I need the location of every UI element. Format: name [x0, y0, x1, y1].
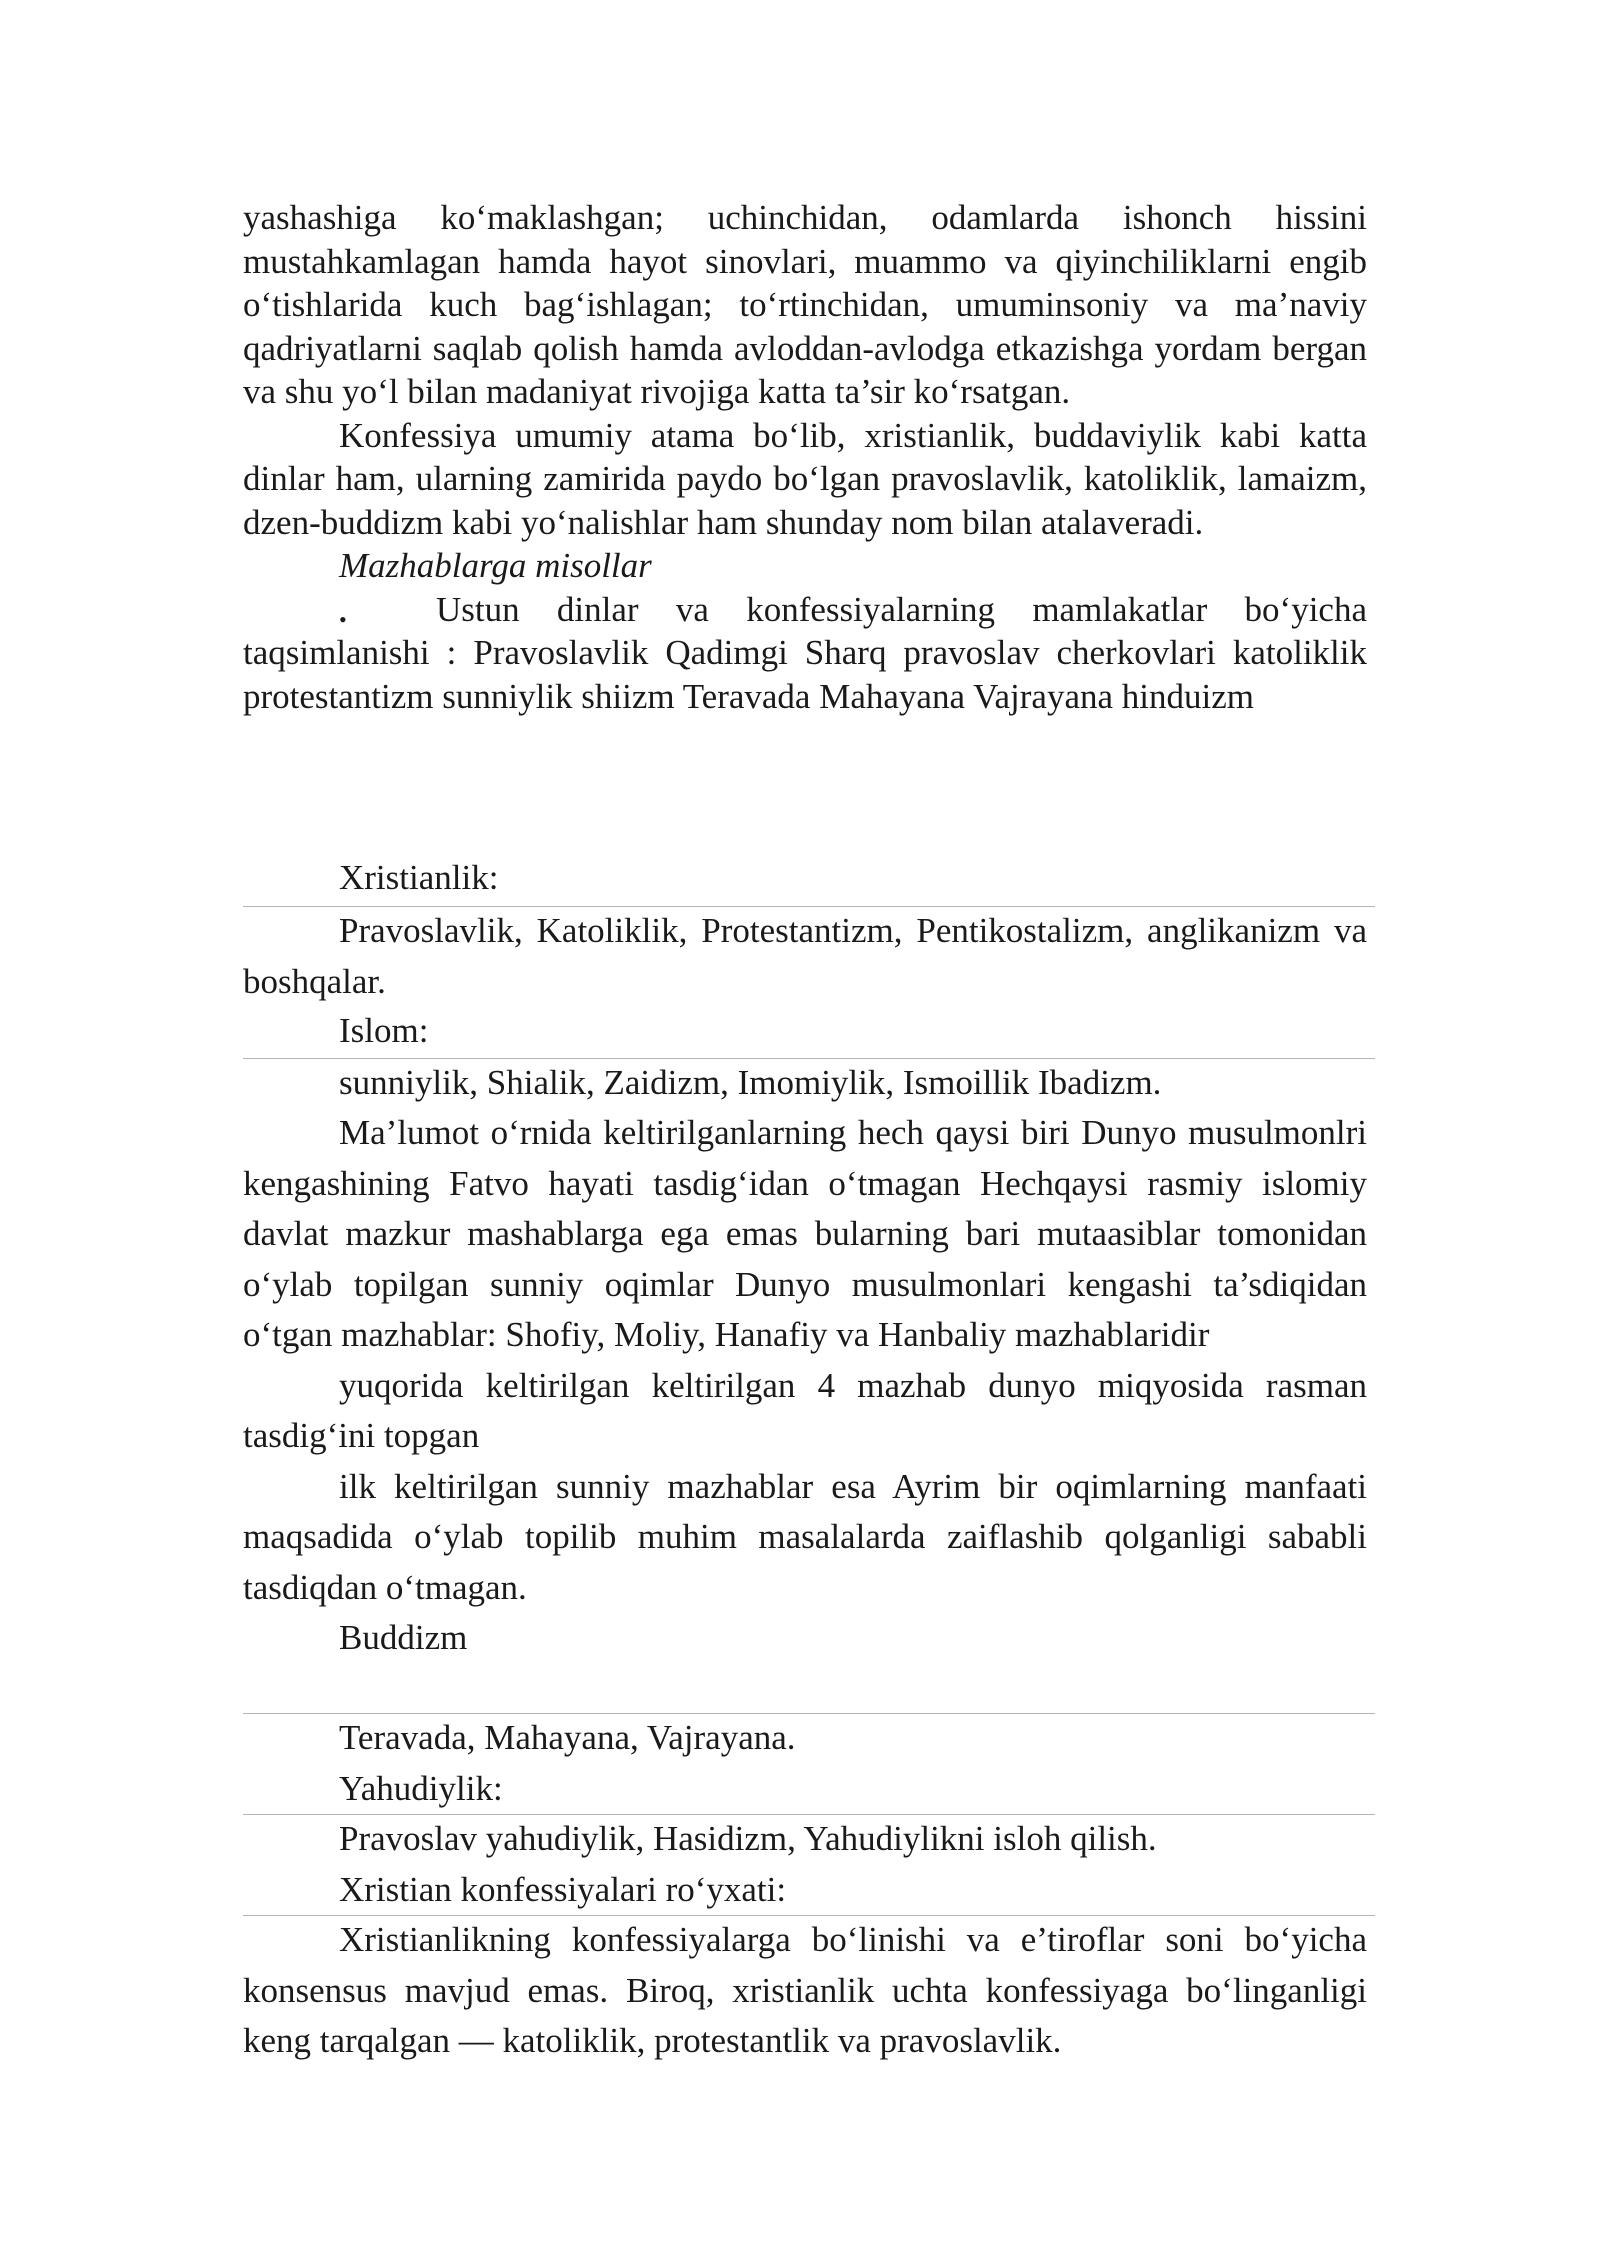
section-yahudiylik — [243, 1814, 1367, 1915]
paragraph-5: ilk keltirilgan sunniy mazhablar esa Ayrim bir oqimlarning manfaati maqsadida o‘ylab topilib muhim masalalarda zaiflashib qolganligi sababli tasdiqdan o‘tmagan. — [243, 1466, 1367, 1607]
final-heading: Xristian konfessiyalari ro‘yxati: — [339, 1869, 787, 1909]
section-content-xristianlik — [243, 906, 1367, 1007]
bullet-list-item — [243, 588, 1367, 719]
section-content: Pravoslavlik, Katoliklik, Protestantizm, Pentikostalizm, anglikanizm va boshqalar. — [243, 911, 1367, 1001]
bullet-icon: • — [339, 606, 347, 632]
section-islom — [243, 1009, 1367, 1053]
section-buddizm — [243, 1713, 1367, 1814]
paragraph-6: Xristianlikning konfessiyalarga bo‘linishi va e’tiroflar soni bo‘yicha konsensus mavjud emas. Biroq, xristianlik uchta konfessiyaga bo‘linganligi keng tarqalgan — katoliklik, protestantlik va pravoslavlik. — [243, 1920, 1367, 2060]
middle-paragraphs — [243, 1108, 1367, 1664]
section-content: Teravada, Mahayana, Vajrayana. — [339, 1718, 796, 1757]
subheading-mazhablar: Mazhablarga misollar — [339, 546, 652, 585]
section-content: sunniylik, Shialik, Zaidizm, Imomiylik, Ismoillik Ibadizm. — [339, 1063, 1162, 1102]
section-heading: Islom: — [339, 1011, 429, 1050]
section-content-islom — [243, 1058, 1367, 1109]
section-heading-buddizm: Buddizm — [339, 1618, 468, 1657]
paragraph-4: yuqorida keltirilgan keltirilgan 4 mazhab dunyo miqyosida rasman tasdig‘ini topgan — [243, 1365, 1367, 1455]
paragraph-2: Konfessiya umumiy atama bo‘lib, xristianlik, buddaviylik kabi katta dinlar ham, ularning zamirida paydo bo‘lgan pravoslavlik, katoliklik, lamaizm, dzen-buddizm kabi yo‘nalishlar ham shunday nom bilan atalaveradi. — [243, 415, 1367, 542]
section-content: Pravoslav yahudiylik, Hasidizm, Yahudiylikni isloh qilish. — [339, 1819, 1157, 1858]
paragraph-3: Ma’lumot o‘rnida keltirilganlarning hech qaysi biri Dunyo musulmonlri kengashining Fatvo hayati tasdig‘idan o‘tmagan Hechqaysi rasmiy islomiy davlat mazkur mashablarga ega emas bularning bari mutaasiblar tomonidan o‘ylab topilgan sunniy oqimlar Dunyo musulmonlari kengashi ta’sdiqidan o‘tgan mazhablar: Shofiy, Moliy, Hanafiy va Hanbaliy mazhablaridir — [243, 1113, 1367, 1354]
section-heading-yahudiylik: Yahudiylik: — [339, 1768, 503, 1808]
opening-paragraphs — [243, 196, 1367, 718]
section-heading: Xristianlik: — [339, 858, 499, 897]
paragraph-1: yashashiga ko‘maklashgan; uchinchidan, odamlarda ishonch hissini mustahkamlagan hamda hayot sinovlari, muammo va qiyinchiliklarni engib o‘tishlarida kuch bag‘ishlagan; to‘rtinchidan, umuminsoniy va ma’naviy qadriyatlarni saqlab qolish hamda avloddan-avlodga etkazishga yordam bergan va shu yo‘l bilan madaniyat rivojiga katta ta’sir ko‘rsatgan. — [243, 198, 1367, 411]
closing-paragraph-block — [243, 1915, 1367, 2067]
section-xristianlik — [243, 856, 1367, 900]
bullet-text: Ustun dinlar va konfessiyalarning mamlakatlar bo‘yicha taqsimlanishi : Pravoslavlik Qadimgi Sharq pravoslav cherkovlari katoliklik protestantizm sunniylik shiizm Teravada Mahayana Vajrayana hinduizm — [243, 589, 1367, 716]
